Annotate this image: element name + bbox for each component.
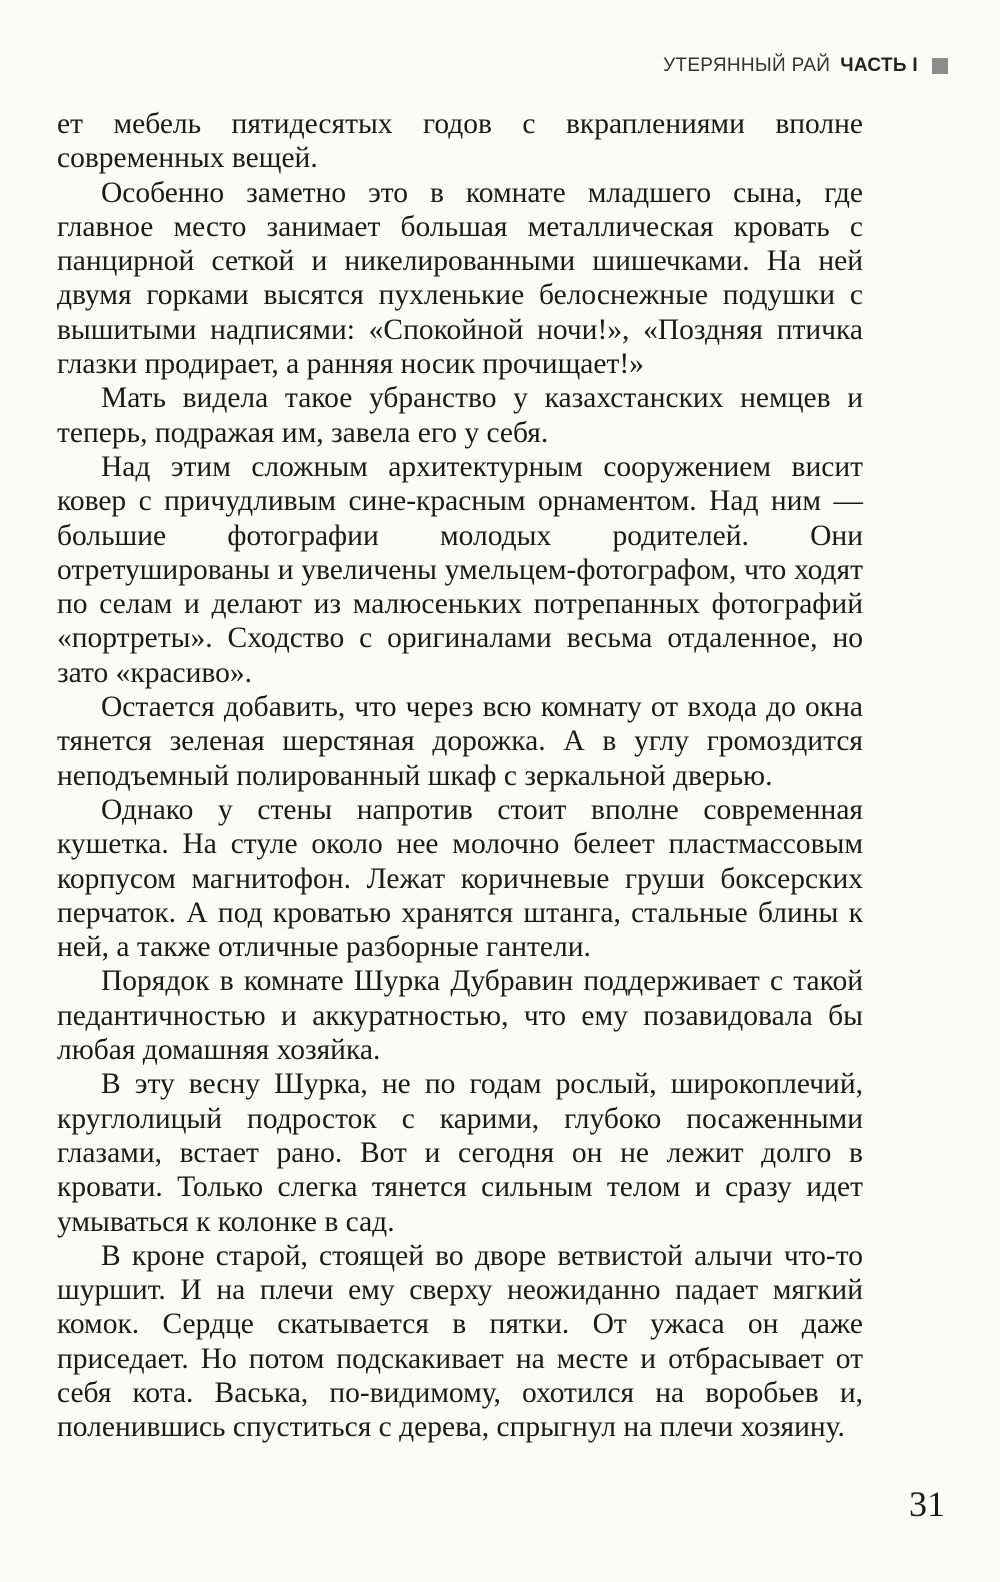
running-header-title: УТЕРЯННЫЙ РАЙ xyxy=(663,55,831,76)
paragraph: Особенно заметно это в комнате младшего сына, где главное место занимает большая металлическая кровать с панцирной сеткой и никелированными шишечками. На ней двумя горками высятся пухленькие белоснежные подушки с вышитыми надписями: «Спокойной ночи!», «Поздняя птичка глазки продирает, а ранняя носик прочищает!» xyxy=(57,176,863,381)
body-text xyxy=(57,107,863,1445)
paragraph: В эту весну Шурка, не по годам рослый, широкоплечий, круглолицый подросток с карими, глубоко посаженными глазами, встает рано. Вот и сегодня он не лежит долго в кровати. Только слегка тянется сильным телом и сразу идет умываться к колонке в сад. xyxy=(57,1068,863,1238)
paragraph: Порядок в комнате Шурка Дубравин поддерживает с такой педантичностью и аккуратностью, что ему позавидовала бы любая домашняя хозяйка. xyxy=(57,965,863,1067)
section-marker-square xyxy=(932,58,948,74)
paragraph: Мать видела такое убранство у казахстанских немцев и теперь, подражая им, завела его у себя. xyxy=(57,382,863,449)
running-header xyxy=(663,52,948,80)
paragraph: Над этим сложным архитектурным сооружением висит ковер с причудливым сине-красным орнаментом. Над ним — большие фотографии молодых родителей. Они отретушированы и увеличены умельцем-фотографом, что ходят по селам и делают из малюсеньких потрепанных фотографий «портреты». Сходство с оригиналами весьма отдаленное, но зато «красиво». xyxy=(57,450,863,689)
paragraph: В кроне старой, стоящей во дворе ветвистой алычи что-то шуршит. И на плечи ему сверху неожиданно падает мягкий комок. Сердце скатывается в пятки. От ужаса он даже приседает. Но потом подскакивает на месте и отбрасывает от себя кота. Васька, по-видимому, охотился на воробьев и, поленившись спуститься с дерева, спрыгнул на плечи хозяину. xyxy=(57,1239,863,1444)
paragraph-continued: ет мебель пятидесятых годов с вкраплениями вполне современных вещей. xyxy=(57,108,863,175)
page-number: 31 xyxy=(909,1484,945,1524)
paragraph: Остается добавить, что через всю комнату от входа до окна тянется зеленая шерстяная дорожка. А в углу громоздится неподъемный полированный шкаф с зеркальной дверью. xyxy=(57,691,863,792)
running-header-part: ЧАСТЬ I xyxy=(840,55,918,76)
paragraph: Однако у стены напротив стоит вполне современная кушетка. На стуле около нее молочно белеет пластмассовым корпусом магнитофон. Лежат коричневые груши боксерских перчаток. А под кроватью хранятся штанга, стальные блины к ней, а также отличные разборные гантели. xyxy=(57,793,863,964)
